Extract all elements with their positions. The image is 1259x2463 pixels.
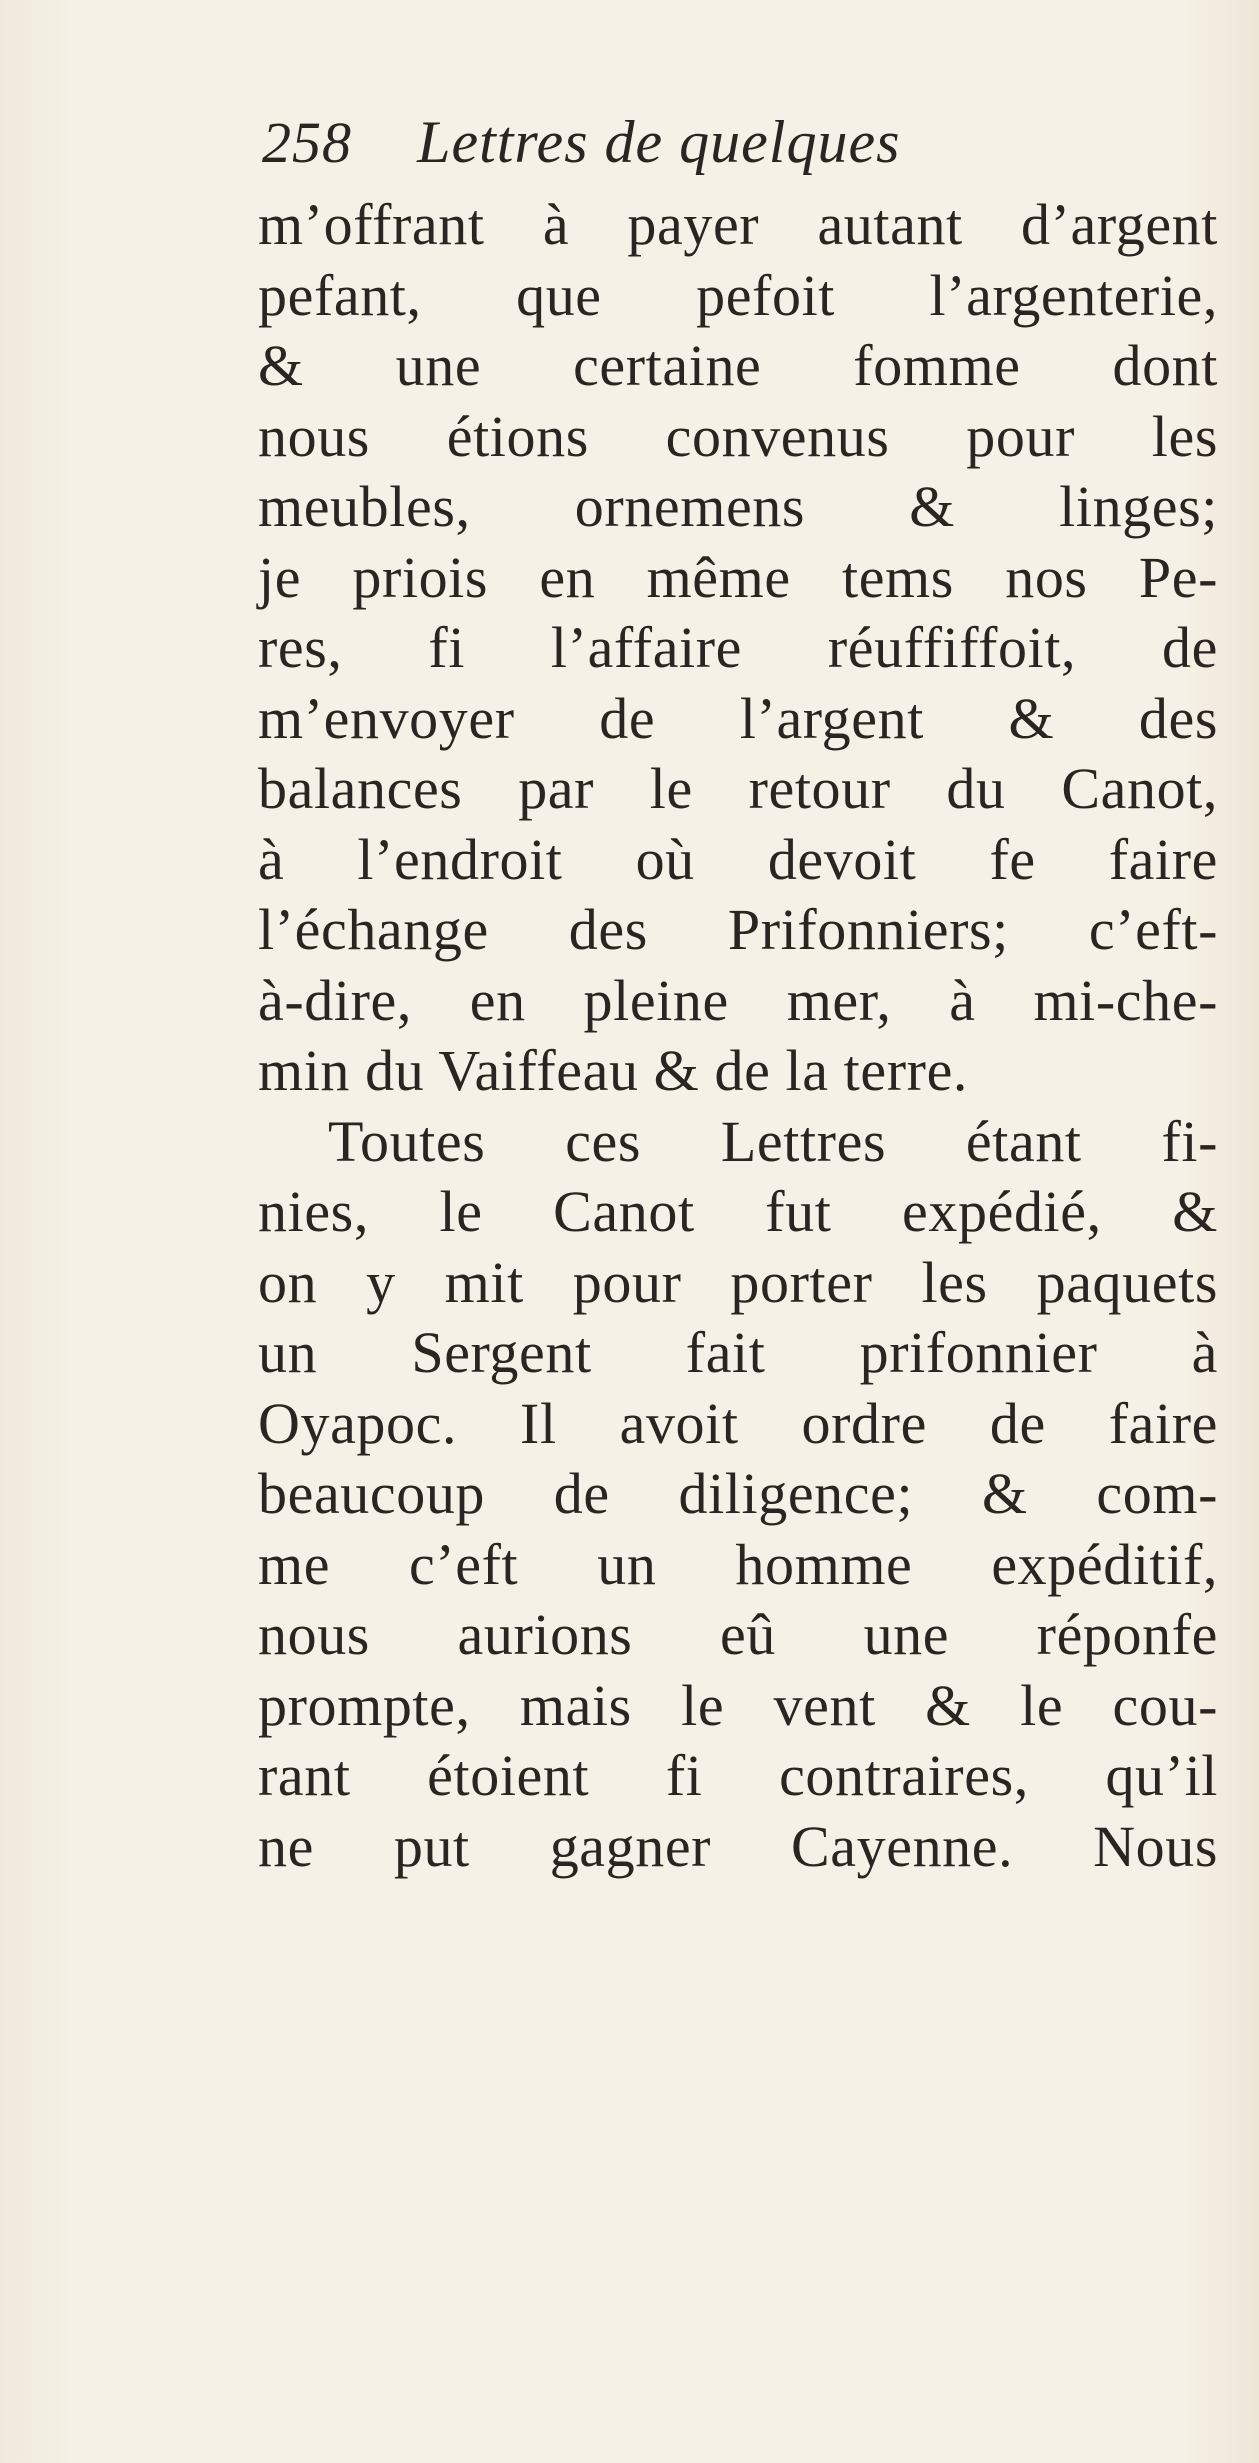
text-line: rant étoient fi contraires, qu’il <box>258 1743 1218 1808</box>
text-line: beaucoup de diligence; & com- <box>258 1461 1218 1526</box>
body-text <box>258 190 1218 1882</box>
text-line: l’échange des Prifonniers; c’eft- <box>258 897 1218 962</box>
text-line: on y mit pour porter les paquets <box>258 1249 1218 1315</box>
text-line: res, fi l’affaire réuffiffoit, de <box>258 615 1218 680</box>
paragraph-start-line: Toutes ces Lettres étant fi- <box>328 1108 1218 1174</box>
page-header <box>262 108 1162 188</box>
text-line: nous aurions eû une réponfe <box>258 1602 1218 1667</box>
text-line: à-dire, en pleine mer, à mi-che- <box>258 967 1218 1033</box>
text-line: nies, le Canot fut expédié, & <box>258 1179 1218 1244</box>
text-line: min du Vaiffeau & de la terre. <box>258 1038 969 1103</box>
text-line: Oyapoc. Il avoit ordre de faire <box>258 1390 1218 1456</box>
text-line: m’offrant à payer autant d’argent <box>258 192 1218 257</box>
text-line: pefant, que pefoit l’argenterie, <box>258 262 1218 328</box>
text-line: balances par le retour du Canot, <box>258 756 1218 821</box>
text-line: me c’eft un homme expéditif, <box>258 1531 1218 1597</box>
text-line: & une certaine fomme dont <box>258 333 1218 398</box>
text-line: je priois en même tems nos Pe- <box>258 544 1218 610</box>
text-line: m’envoyer de l’argent & des <box>258 685 1218 751</box>
text-line: ne put gagner Cayenne. Nous <box>258 1813 1218 1879</box>
text-line: à l’endroit où devoit fe faire <box>258 826 1218 892</box>
text-line: un Sergent fait prifonnier à <box>258 1320 1218 1385</box>
page-number: 258 <box>262 110 352 175</box>
text-line: prompte, mais le vent & le cou- <box>258 1672 1218 1738</box>
text-line: meubles, ornemens & linges; <box>258 474 1218 539</box>
running-title: Lettres de quelques <box>417 109 901 175</box>
text-line: nous étions convenus pour les <box>258 403 1218 469</box>
